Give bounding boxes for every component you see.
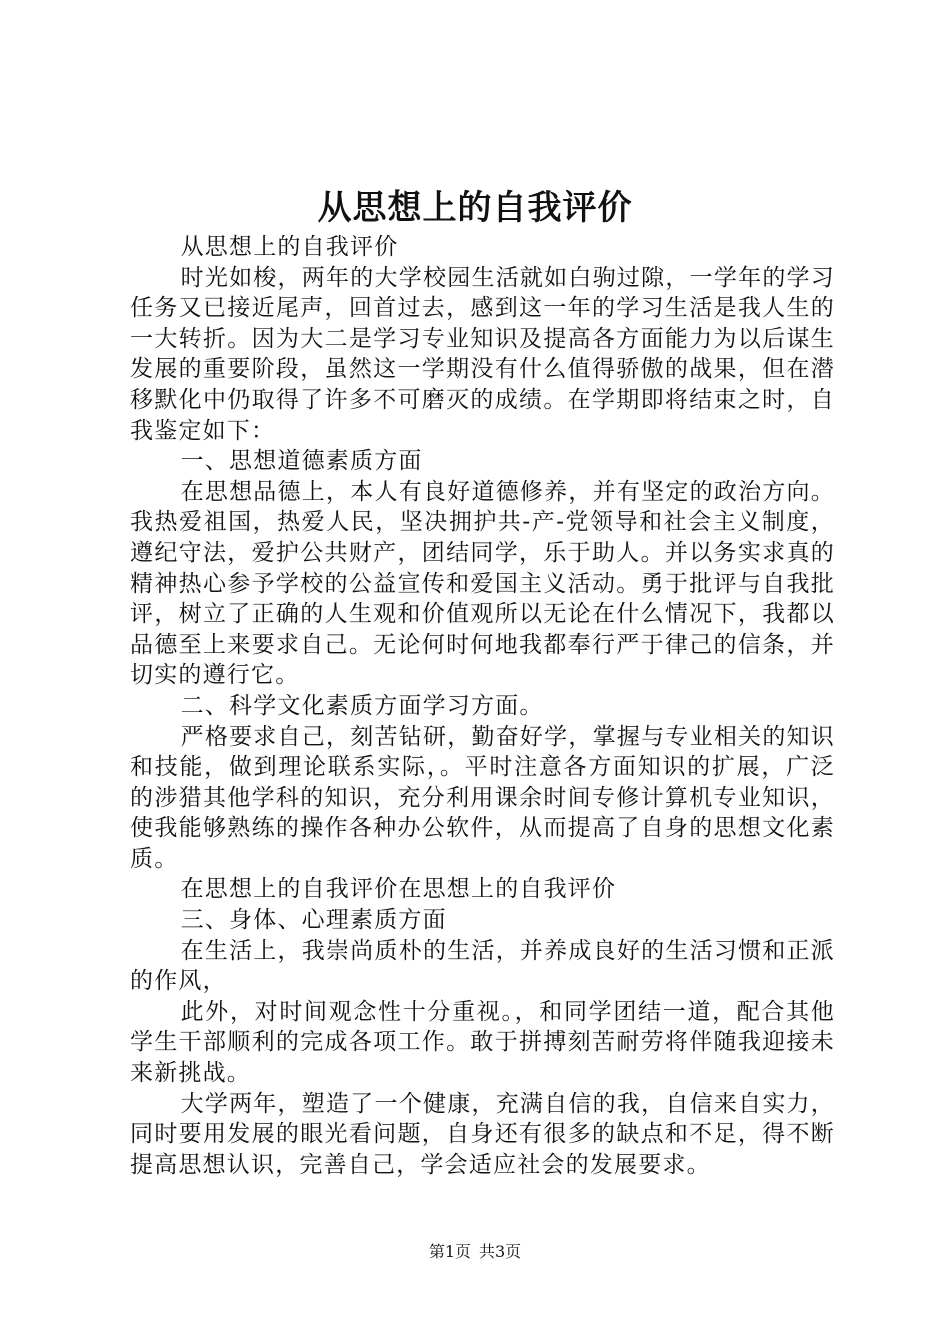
document-body	[130, 232, 835, 1180]
section-heading-moral: 一、思想道德素质方面	[180, 448, 423, 475]
paragraph-life: 在生活上，我崇尚质朴的生活，并养成良好的生活习惯和正派的作风，	[130, 937, 835, 995]
section-heading-body-mind: 三、身体、心理素质方面	[180, 907, 447, 934]
page-footer	[0, 1240, 950, 1264]
paragraph-conclusion: 大学两年，塑造了一个健康，充满自信的我，自信来自实力，同时要用发展的眼光看问题，自身还有很多的缺点和不足，得不断提高思想认识，完善自己，学会适应社会的发展要求。	[130, 1090, 835, 1178]
page-number: 第1页	[428, 1242, 471, 1261]
page-total: 共3页	[479, 1242, 522, 1261]
paragraph-time: 此外，对时间观念性十分重视。，和同学团结一道，配合其他学生干部顺利的完成各项工作。敢于拼搏刻苦耐劳将伴随我迎接未来新挑战。	[130, 998, 835, 1087]
paragraph-science: 严格要求自己，刻苦钻研，勤奋好学，掌握与专业相关的知识和技能，做到理论联系实际，。平时注意各方面知识的扩展，广泛的涉猎其他学科的知识，充分利用课余时间专修计算机专业知识，使我能够熟练的操作各种办公软件，从而提高了自身的思想文化素质。	[130, 723, 835, 872]
section-heading-science: 二、科学文化素质方面学习方面。	[180, 692, 544, 719]
paragraph-moral: 在思想品德上，本人有良好道德修养，并有坚定的政治方向。我热爱祖国，热爱人民，坚决拥护共-产-党领导和社会主义制度，遵纪守法，爱护公共财产，团结同学，乐于助人。并以务实求真的精神热心参予学校的公益宣传和爱国主义活动。勇于批评与自我批评，树立了正确的人生观和价值观所以无论在什么情况下，我都以品德至上来要求自己。无论何时何地我都奉行严于律己的信条，并切实的遵行它。	[130, 478, 835, 689]
document-title: 从思想上的自我评价	[317, 188, 633, 228]
paragraph-intro: 时光如梭，两年的大学校园生活就如白驹过隙，一学年的学习任务又已接近尾声，回首过去，感到这一年的学习生活是我人生的一大转折。因为大二是学习专业知识及提高各方面能力为以后谋生发展的重要阶段，虽然这一学期没有什么值得骄傲的战果，但在潜移默化中仍取得了许多不可磨灭的成绩。在学期即将结束之时，自我鉴定如下：	[130, 264, 835, 444]
paragraph-repeat-title: 在思想上的自我评价在思想上的自我评价	[180, 876, 617, 903]
paragraph-subtitle: 从思想上的自我评价	[180, 234, 399, 260]
